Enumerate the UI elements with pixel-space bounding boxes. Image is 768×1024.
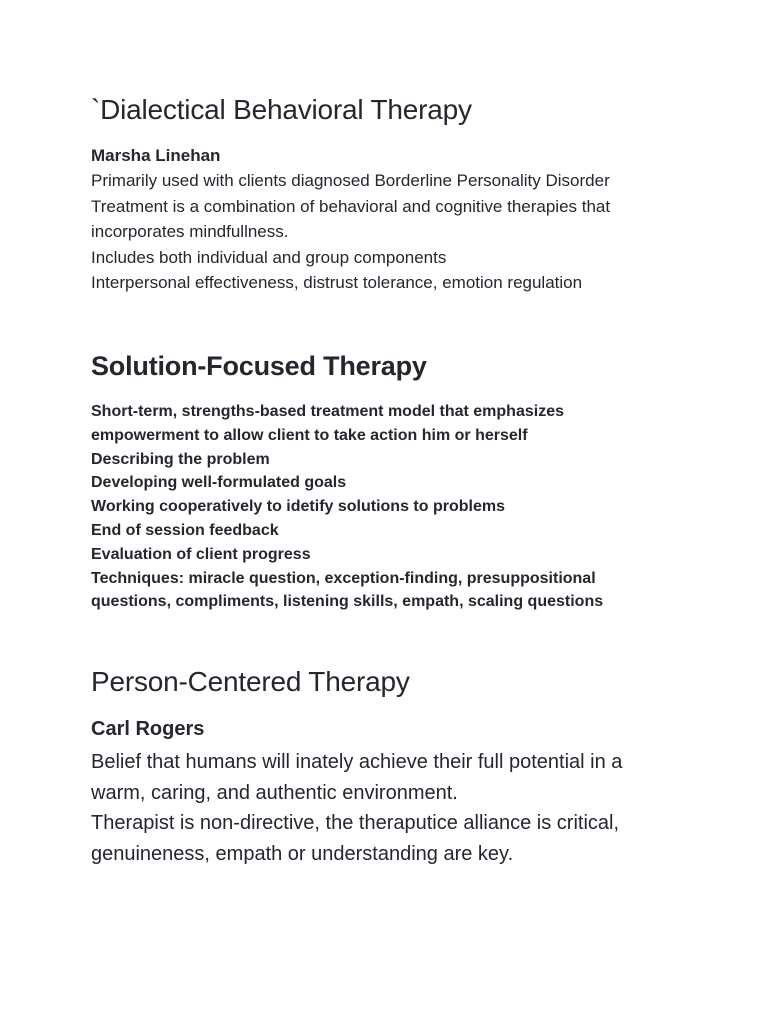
body-line: empowerment to allow client to take action him or herself [91, 426, 528, 444]
body-line: End of session feedback [91, 521, 279, 539]
body-line: Working cooperatively to idetify solutions to problems [91, 498, 505, 516]
section-title-pct: Person-Centered Therapy [91, 666, 410, 697]
body-line: Developing well-formulated goals [91, 474, 347, 492]
section-pct [91, 664, 731, 869]
author-dbt: Marsha Linehan [91, 146, 221, 165]
section-dbt [91, 92, 731, 296]
body-line: Short-term, strengths-based treatment model that emphasizes [91, 403, 564, 420]
body-line: Describing the problem [91, 450, 270, 468]
section-title-sft: Solution-Focused Therapy [91, 351, 427, 381]
author-pct: Carl Rogers [91, 718, 205, 740]
body-dbt [91, 168, 731, 296]
body-line: questions, compliments, listening skills, empath, scaling questions [91, 593, 604, 611]
body-line: Therapist is non-directive, the theraputice alliance is critical, [91, 812, 620, 834]
section-sft [91, 348, 731, 614]
body-line: Includes both individual and group components [91, 247, 447, 267]
body-line: warm, caring, and authentic environment. [91, 781, 458, 804]
body-line: Belief that humans will inately achieve their full potential in a [91, 751, 623, 773]
body-line: Techniques: miracle question, exception-finding, presuppositional [91, 569, 596, 587]
body-line: Treatment is a combination of behavioral and cognitive therapies that [91, 196, 611, 216]
body-line: Interpersonal effectiveness, distrust tolerance, emotion regulation [91, 273, 583, 292]
body-line: Primarily used with clients diagnosed Borderline Personality Disorder [91, 171, 610, 190]
section-title-dbt: `Dialectical Behavioral Therapy [91, 94, 472, 125]
body-pct [91, 747, 731, 869]
body-line: genuineness, empath or understanding are key. [91, 842, 514, 865]
body-line: Evaluation of client progress [91, 545, 311, 563]
body-sft [91, 400, 731, 614]
body-line: incorporates mindfullness. [91, 222, 289, 241]
